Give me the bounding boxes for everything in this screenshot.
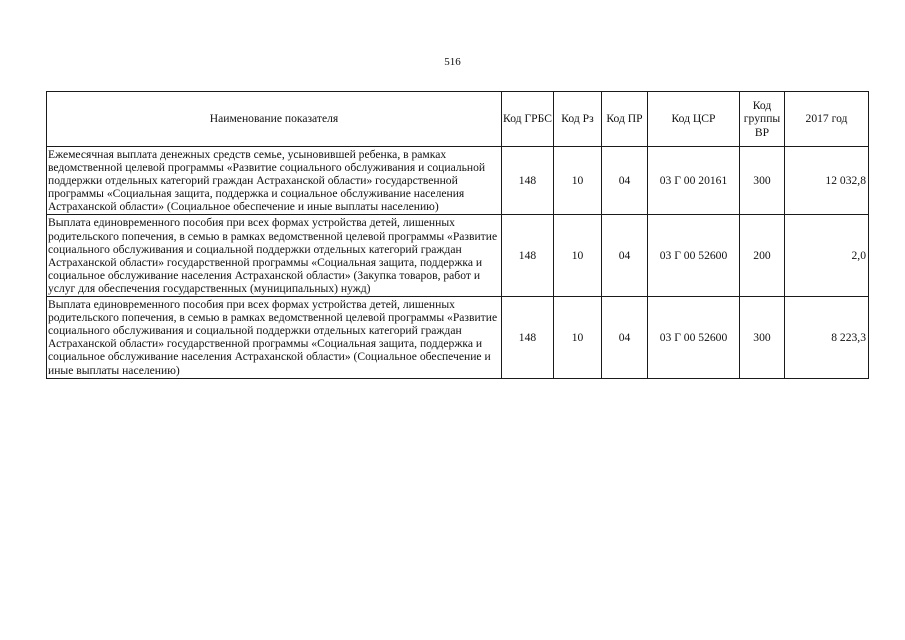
row-name: Выплата единовременного пособия при всех формах устройства детей, лишенных родительского попечения, в семью в рамках ведомственной целевой программы «Развитие социального обслуживания и социальной поддержки отдельных категорий граждан Астраханской области» государственной программы «Социальная защита, поддержка и социальное обслуживание населения Астраханской области» (Социальное обеспечение и иные выплаты населению) <box>47 297 502 379</box>
row-rz: 10 <box>554 147 602 215</box>
header-pr: Код ПР <box>602 92 648 147</box>
header-vr: Код группы ВР <box>740 92 785 147</box>
row-pr: 04 <box>602 215 648 297</box>
row-amount: 12 032,8 <box>785 147 869 215</box>
row-rz: 10 <box>554 297 602 379</box>
row-pr: 04 <box>602 297 648 379</box>
table-header-row <box>47 92 869 147</box>
header-csr: Код ЦСР <box>648 92 740 147</box>
row-grbs: 148 <box>502 215 554 297</box>
row-csr: 03 Г 00 52600 <box>648 215 740 297</box>
budget-table <box>46 91 869 379</box>
row-name: Ежемесячная выплата денежных средств семье, усыновившей ребенка, в рамках ведомственной целевой программы «Развитие социального обслуживания и социальной поддержки отдельных категорий граждан Астраханской области» государственной программы «Социальная защита, поддержка и социальное обслуживание населения Астраханской области» (Социальное обеспечение и иные выплаты населению) <box>47 147 502 215</box>
header-rz: Код Рз <box>554 92 602 147</box>
row-name: Выплата единовременного пособия при всех формах устройства детей, лишенных родительского попечения, в семью в рамках ведомственной целевой программы «Развитие социального обслуживания и социальной поддержки отдельных категорий граждан Астраханской области» государственной программы «Социальная защита, поддержка и социальное обслуживание населения Астраханской области» (Закупка товаров, работ и услуг для обеспечения государственных (муниципальных) нужд) <box>47 215 502 297</box>
row-csr: 03 Г 00 20161 <box>648 147 740 215</box>
row-amount: 2,0 <box>785 215 869 297</box>
row-vr: 200 <box>740 215 785 297</box>
page-number: 516 <box>444 56 461 68</box>
table-row <box>47 147 869 215</box>
row-grbs: 148 <box>502 147 554 215</box>
row-vr: 300 <box>740 297 785 379</box>
row-amount: 8 223,3 <box>785 297 869 379</box>
table-row <box>47 215 869 297</box>
table-row <box>47 297 869 379</box>
row-grbs: 148 <box>502 297 554 379</box>
row-csr: 03 Г 00 52600 <box>648 297 740 379</box>
header-year: 2017 год <box>785 92 869 147</box>
header-name: Наименование показателя <box>47 92 502 147</box>
row-vr: 300 <box>740 147 785 215</box>
row-rz: 10 <box>554 215 602 297</box>
row-pr: 04 <box>602 147 648 215</box>
header-grbs: Код ГРБС <box>502 92 554 147</box>
